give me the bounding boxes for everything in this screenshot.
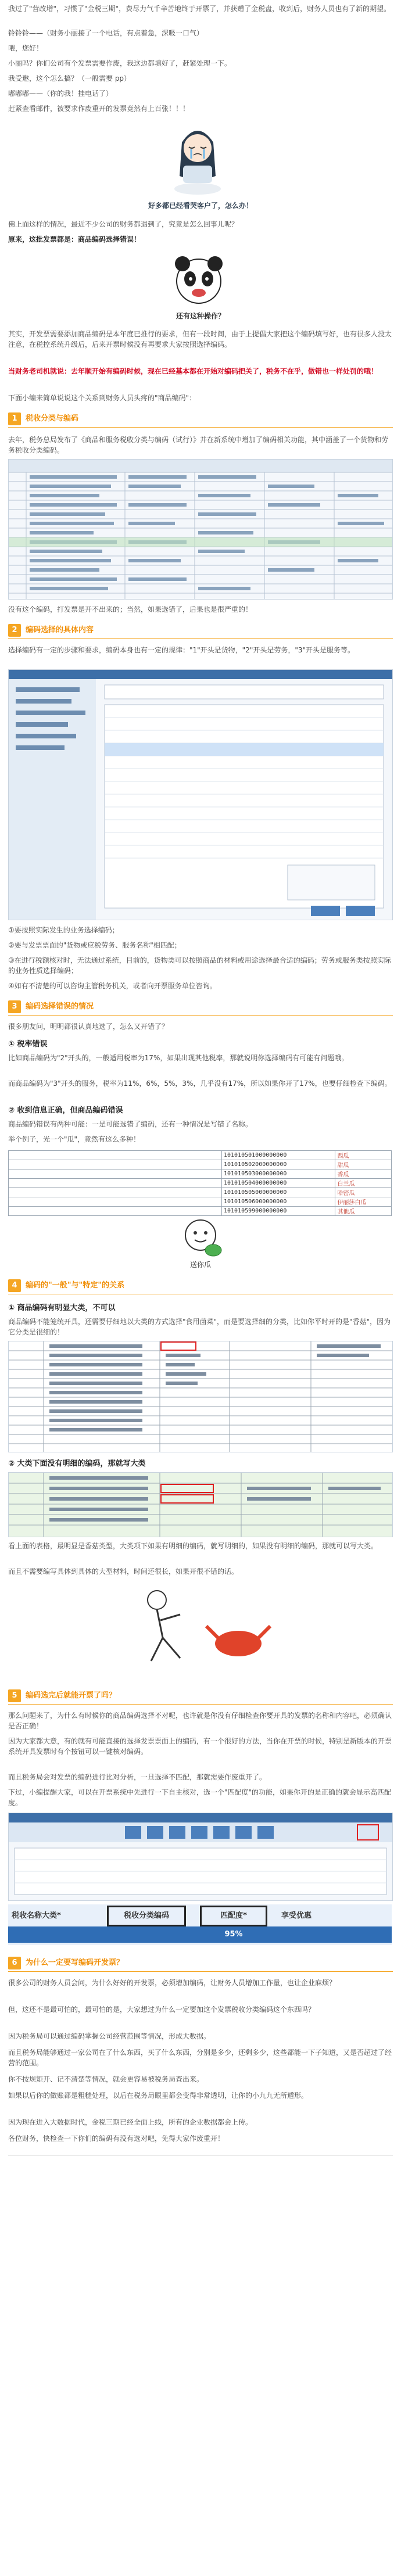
section-4-paragraph-3: 而且不需要编写具体到具体的大型材料，时间还很长，如果开很不错的话。 [8, 1567, 239, 1576]
section-3-paragraph-5: 举个例子，光一个"瓜"，竟然有这么多种！ [8, 1135, 141, 1143]
melon-name: 其他瓜 [335, 1207, 392, 1216]
melon-name: 甜瓜 [335, 1160, 392, 1169]
section-2-item-4: ④如有不清楚的可以咨询主管税务机关，或者向开票服务单位咨询。 [8, 982, 217, 990]
section-2-item-1: ①要按照实际发生的业务选择编码； [8, 926, 119, 934]
section-6-paragraph-3: 因为税务局可以通过编码掌握公司经营范围等情况，形成大数据。 [8, 2032, 211, 2040]
intro-paragraph-10: 其实，开发票需要添加商品编码是本年度已推行的要求，但有一段时间，由于上提倡大家把这个编码填写好，也有很多人没太注意，在税控系统升级后，后来开票时候没有再要求大家按照选择编码。 [8, 330, 392, 349]
tax-category-header: 税收名称大类* [12, 1911, 61, 1920]
section-5-paragraph-3: 而且税务局会对发票的编码进行比对分析，一旦选择不匹配，那就需要作废重开了。 [8, 1773, 267, 1781]
panda-caption: 还有这种操作？ [176, 312, 225, 320]
section-2-header [8, 622, 393, 639]
invoice-software-screenshot [8, 1813, 393, 1901]
section-5-paragraph-2: 因为大家都大意，有的就有可能直接的选择发票票面上的编码，有一个很好的方法，当你在开票的时候，特别是新版本的开票系统开具发票时有个按钮可以一键核对编码。 [8, 1737, 392, 1756]
intro-paragraph-5: 我受邀，这个怎么搞？（一般需要 pp） [8, 74, 131, 82]
intro-paragraph-1: 我过了"营改增"，习惯了"金税三期"，费尽力气千辛苦地终于开票了，并获赠了金税盘，收到后，财务人员也有了新的期望。 [8, 5, 391, 13]
melon-code: 101010505000000000 [222, 1188, 335, 1197]
section-6-paragraph-2: 但，这还不是最可怕的，最可怕的是，大家想过为什么一定要加这个发票税收分类编码这个东西吗？ [8, 2005, 316, 2014]
melon-name: 白兰瓜 [335, 1179, 392, 1188]
section-3-paragraph-1: 很多朋友问，明明都很认真地选了，怎么又开错了？ [8, 1022, 169, 1031]
article-end-divider [8, 2155, 393, 2156]
melon-row-spacer [9, 1207, 222, 1216]
invoice-software-titlebar [9, 1813, 392, 1822]
section-1-paragraph-1: 去年，税务总局发布了《商品和服务税收分类与编码（试行）》并在新系统中增加了编码相关功能，其中涵盖了一个货物和劳务税收分类编码。 [8, 436, 389, 454]
section-6-title: 为什么一定要写编码开发票？ [26, 1958, 124, 1967]
section-5-header [8, 1687, 393, 1705]
melon-row-spacer [9, 1169, 222, 1179]
preferential-header: 享受优惠 [281, 1911, 312, 1920]
intro-paragraph-9: 原来，这批发票都是：商品编码选择错误！ [8, 235, 141, 243]
melon-caption: 送你瓜 [189, 1261, 211, 1269]
section-4-number: 4 [8, 1279, 21, 1292]
section-3-heading-1: ① 税率错误 [8, 1040, 48, 1049]
section-3-paragraph-2: 比如商品编码为"2"开头的，一般适用税率为17%，如果出现其他税率，那就说明你选择编码有可能有问题哦。 [8, 1054, 349, 1062]
match-degree-header: 匹配度* [200, 1906, 267, 1926]
running-man-illustration [110, 1583, 291, 1670]
melon-row [9, 1197, 392, 1207]
section-1-number: 1 [8, 412, 21, 425]
mushroom-table-1-grid [9, 1341, 392, 1452]
section-4-header [8, 1277, 393, 1294]
section-3-rule [8, 1015, 393, 1016]
intro-paragraph-3: 喂，您好！ [8, 44, 44, 52]
panda-meme-illustration [170, 251, 228, 309]
melon-row-spacer [9, 1151, 222, 1160]
section-3-header [8, 998, 393, 1016]
section-2-paragraph-1: 选择编码有一定的步骤和要求，编码本身也有一定的规律："1"开头是货物，"2"开头是劳务，"3"开头是服务等。 [8, 646, 355, 654]
tax-code-header: 税收分类编码 [107, 1906, 186, 1926]
section-5-paragraph-1: 那么问题来了，为什么有时候你的商品编码选择不对呢，也许就是你没有仔细检查你要开具的发票的名称和内容吧，必须确认是否正确！ [8, 1712, 392, 1730]
match-result-header [8, 1904, 392, 1945]
section-5-rule [8, 1704, 393, 1705]
invoice-software-body [9, 1822, 392, 1900]
melon-row-spacer [9, 1179, 222, 1188]
section-5-paragraph-4: 下过，小编提醒大家，可以在开票系统中先进行一下自主核对，选一个"匹配度"的功能，如果你开的是正确的就会显示高匹配度。 [8, 1788, 392, 1807]
section-4-paragraph-2: 看上面的表格，最明显是香菇类型，大类项下如果有明细的编码，就写明细的，如果没有明细的编码，那就可以写大类。 [8, 1542, 378, 1550]
intro-paragraph-4: 小丽吗？你们公司有个发票需要作废，我这边都填好了，赶紧处理一下。 [8, 59, 232, 67]
software-window-body [9, 679, 392, 920]
melon-row [9, 1169, 392, 1179]
tax-code-table-grid [9, 460, 392, 599]
mushroom-code-table-2 [8, 1472, 393, 1537]
section-6-paragraph-5: 你不按规矩开、记不清楚等情况，就会更容易被税务局查出来。 [8, 2075, 204, 2083]
section-3-title: 编码选择错误的情况 [26, 1002, 94, 1011]
section-5-number: 5 [8, 1689, 21, 1702]
section-3-paragraph-3: 而商品编码为"3"开头的服务，税率为11%，6%，5%，3%，几乎没有17%，所以如果你开了17%，也要仔细检查下编码。 [8, 1079, 392, 1088]
melon-meme-illustration [177, 1215, 224, 1259]
melon-code: 101010599000000000 [222, 1207, 335, 1216]
intro-paragraph-2: 铃铃铃——（财务小丽接了一个电话，有点着急，深吸一口气） [8, 29, 204, 37]
section-2-item-3: ③在进行税额核对时，无法通过系统，目前的，货物类可以按照商品的材料或用途选择最合适的编码；劳务或服务类按照实际的业务性质选择编码； [8, 956, 391, 975]
melon-code: 101010504000000000 [222, 1179, 335, 1188]
section-2-rule [8, 638, 393, 639]
intro-paragraph-12: 下面小编来简单说说这个关系到财务人员头疼的"商品编码"： [8, 394, 196, 402]
mushroom-code-table-1 [8, 1341, 393, 1452]
intro-paragraph-8: 佛上面这样的情况，最近不少公司的财务都遇到了，究竟是怎么回事儿呢？ [8, 220, 239, 228]
melon-name: 伊丽莎白瓜 [335, 1197, 392, 1207]
melon-row [9, 1207, 392, 1216]
melon-code: 101010501000000000 [222, 1151, 335, 1160]
melon-code-table [8, 1150, 392, 1216]
section-1-header [8, 410, 393, 428]
intro-paragraph-7: 赶紧查看邮件，被要求作废重开的发票竟然有上百张！！！ [8, 105, 190, 113]
software-screenshot [8, 669, 393, 920]
melon-row [9, 1151, 392, 1160]
melon-name: 香瓜 [335, 1169, 392, 1179]
section-6-paragraph-8: 各位财务，快检查一下你们的编码有没有选对吧，免得大家作废重开！ [8, 2134, 225, 2143]
section-3-heading-2: ② 收到信息正确，但商品编码错误 [8, 1106, 123, 1115]
section-6-paragraph-6: 如果以后你的做账都是粗糙处理，以后在税务局眼里都会变得非常透明，让你的小九九无所遁形。 [8, 2091, 309, 2100]
melon-code: 101010503000000000 [222, 1169, 335, 1179]
match-degree-value: 95% [224, 1930, 243, 1939]
section-3-paragraph-4: 商品编码错误有两种可能：一是可能选错了编码，还有一种情况是写错了名称。 [8, 1120, 253, 1128]
melon-code: 101010506000000000 [222, 1197, 335, 1207]
melon-row [9, 1179, 392, 1188]
crying-caption: 好多都已经看哭客户了，怎么办！ [148, 202, 253, 210]
section-4-title: 编码的"一般"与"特定"的关系 [26, 1281, 125, 1290]
melon-name: 哈密瓜 [335, 1188, 392, 1197]
melon-row-spacer [9, 1197, 222, 1207]
intro-paragraph-6: 嘟嘟嘟——（你的我！挂电话了） [8, 89, 113, 98]
section-2-item-2: ②要与发票票面的"货物或应税劳务、服务名称"相匹配； [8, 941, 181, 949]
section-1-title: 税收分类与编码 [26, 414, 79, 423]
section-3-number: 3 [8, 1000, 21, 1013]
tax-code-table-screenshot [8, 459, 393, 600]
melon-row [9, 1160, 392, 1169]
section-6-paragraph-4: 而且税务局能够通过一家公司在了什么东西，买了什么东西，分别是多少，还剩多少，这些都能一下子知道，又是否超过了经营的范围。 [8, 2048, 392, 2067]
section-1-paragraph-2: 没有这个编码，打发票是开不出来的；当然，如果选错了，后果也是很严重的！ [8, 605, 253, 613]
software-window-titlebar [9, 670, 392, 679]
intro-paragraph-11: 当财务老司机就说：去年顺开始有编码时候，现在已经基本都在开始对编码把关了，税务不在乎，做错也一样处罚的哦！ [8, 367, 378, 375]
section-4-paragraph-1: 商品编码不能笼统开具，还需要仔细地以大类的方式选择"食用菌菜"，而是要选择细的分类，比如你平时开的是"香菇"，因为它分类是很细的！ [8, 1318, 391, 1336]
section-6-paragraph-7: 因为现在进入大数据时代，金税三期已经全面上线，所有的企业数据都会上传。 [8, 2118, 253, 2126]
melon-row-spacer [9, 1188, 222, 1197]
melon-code: 101010502000000000 [222, 1160, 335, 1169]
section-6-rule [8, 1971, 393, 1972]
section-1-rule [8, 427, 393, 428]
section-6-paragraph-1: 很多公司的财务人员会问，为什么好好的开发票，必须增加编码，让财务人员增加工作量，也让企业麻烦？ [8, 1979, 336, 1987]
melon-name: 西瓜 [335, 1151, 392, 1160]
section-6-header [8, 1954, 393, 1972]
melon-row-spacer [9, 1160, 222, 1169]
section-4-heading-2: ② 大类下面没有明细的编码，那就写大类 [8, 1459, 146, 1468]
mushroom-table-2-grid [9, 1473, 392, 1537]
section-5-title: 编码选完后就能开票了吗？ [26, 1691, 117, 1700]
section-2-title: 编码选择的具体内容 [26, 626, 94, 634]
section-2-number: 2 [8, 624, 21, 637]
crying-girl-illustration [166, 119, 230, 198]
section-6-number: 6 [8, 1957, 21, 1969]
melon-row [9, 1188, 392, 1197]
section-4-heading-1: ① 商品编码有明显大类，不可以 [8, 1304, 116, 1312]
